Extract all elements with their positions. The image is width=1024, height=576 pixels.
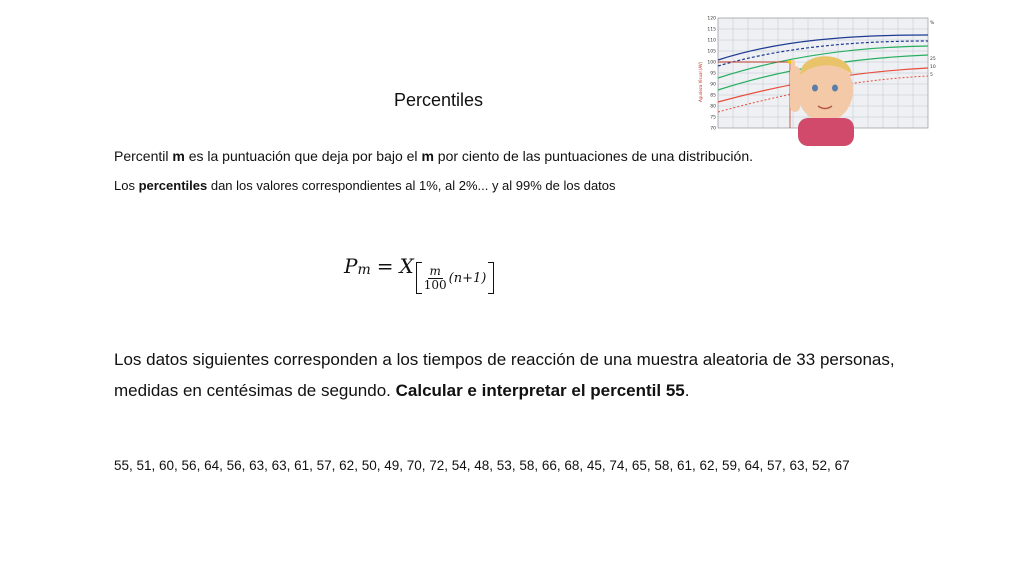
fraction-denominator: 100 — [423, 277, 447, 292]
illustration-axis-label: Agudeza Visual (AV) — [698, 61, 703, 102]
baby-image — [790, 56, 854, 146]
definition-part1: Percentil — [114, 148, 173, 164]
illustration-y-tick: 95 — [710, 71, 716, 77]
formula-p: P — [344, 254, 358, 278]
slide-title: Percentiles — [394, 90, 484, 110]
illustration-right-label: 25 — [930, 57, 936, 62]
problem-statement — [114, 344, 934, 406]
formula-bracket — [416, 262, 495, 294]
definition-m1: m — [172, 148, 185, 164]
illustration-y-tick: 100 — [707, 60, 716, 66]
note-part2: dan los valores correspondientes al 1%, al 2%... y al 99% de los datos — [207, 178, 616, 193]
definition-m2: m — [421, 148, 434, 164]
formula-x: X — [399, 254, 414, 278]
percentiles-note — [114, 178, 616, 193]
formula-paren: (n+1) — [448, 270, 487, 286]
problem-bold: Calcular e interpretar el percentil 55 — [395, 381, 685, 400]
illustration-y-tick: 115 — [707, 27, 716, 33]
fraction-numerator: m — [429, 263, 441, 278]
problem-text: Los datos siguientes corresponden a los tiempos de reacción de una muestra aleatoria de 33 personas, medidas en centésimas de segundo. — [114, 350, 895, 400]
illustration-right-label: 10 — [930, 65, 936, 70]
illustration-y-tick: 90 — [710, 82, 716, 88]
percentile-formula — [344, 254, 494, 292]
definition-part3: por ciento de las puntuaciones de una distribución. — [433, 148, 753, 164]
illustration-y-tick: 110 — [707, 38, 716, 44]
note-part1: Los — [114, 178, 139, 193]
data-list: 55, 51, 60, 56, 64, 56, 63, 63, 61, 57, 62, 50, 49, 70, 72, 54, 48, 53, 58, 66, 68, 45, 74, 65, 58, 61, 62, 59, 64, 57, 63, 52, 67 — [114, 458, 850, 473]
illustration-y-tick: 120 — [707, 16, 716, 22]
bracket-right — [488, 262, 494, 294]
illustration-percent-label: % — [930, 21, 935, 26]
note-bold: percentiles — [138, 178, 208, 193]
illustration-y-tick: 75 — [710, 115, 716, 121]
formula-fraction — [424, 265, 447, 292]
illustration — [690, 10, 940, 146]
illustration-y-tick: 80 — [710, 104, 716, 110]
illustration-y-tick: 105 — [707, 49, 716, 55]
formula-subscript: m — [357, 262, 371, 278]
problem-end: . — [684, 381, 690, 400]
percentile-definition — [114, 148, 753, 164]
definition-part2: es la puntuación que deja por bajo el — [184, 148, 422, 164]
illustration-y-tick: 85 — [710, 93, 716, 99]
illustration-right-label: 5 — [930, 73, 933, 78]
illustration-y-tick: 70 — [710, 126, 716, 132]
bracket-left — [416, 262, 422, 294]
formula-equals: = — [376, 254, 394, 278]
